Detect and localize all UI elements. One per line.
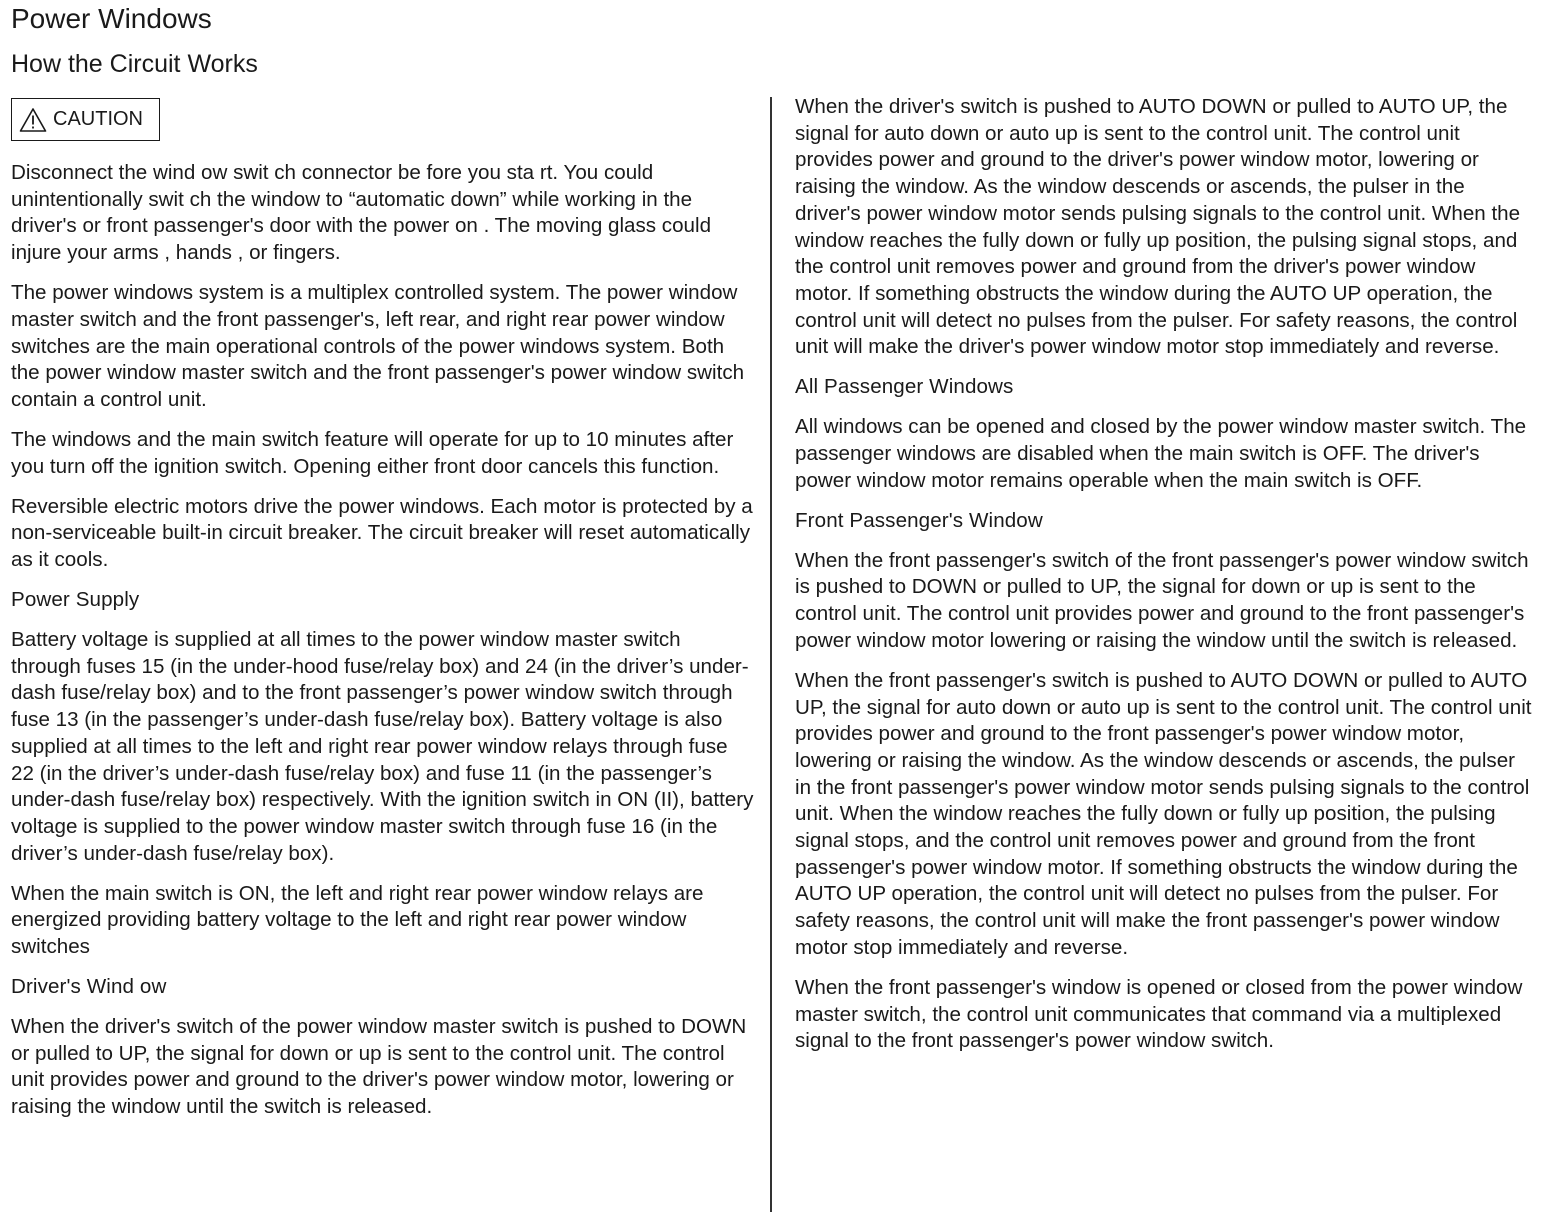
paragraph: When the front passenger's window is opened or closed from the power window master switch, the control unit communicates that command via a multiplexed signal to the front passenger's power window switch. xyxy=(795,975,1523,1053)
paragraph: Battery voltage is supplied at all times to the power window master switch through fuses 15 (in the under-hood fuse/relay box) and 24 (in the driver’s under-dash fuse/relay box) and to the front passenger’s power window switch through fuse 13 (in the passenger’s under-dash fuse/relay box). Battery voltage is also supplied at all times to the left and right rear power window relays through fuse 22 (in the driver’s under-dash fuse/relay box) and fuse 11 (in the passenger’s under-dash fuse/relay box) respectively. With the ignition switch in ON (II), battery voltage is supplied to the power window master switch through fuse 16 (in the driver’s under-dash fuse/relay box). xyxy=(11,628,754,865)
caution-box xyxy=(11,98,160,141)
right-column xyxy=(795,94,1535,1068)
paragraph: When the front passenger's switch of the front passenger's power window switch is pushed to DOWN or pulled to UP, the signal for down or up is sent to the control unit. The control unit provides power and ground to the front passenger's power window motor lowering or raising the window until the switch is released. xyxy=(795,548,1529,652)
section-heading: Power Supply xyxy=(11,588,140,612)
paragraph: All windows can be opened and closed by the power window master switch. The passenger windows are disabled when the main switch is OFF. The driver's power window motor remains operable when the main switch is OFF. xyxy=(795,415,1527,492)
paragraph: Reversible electric motors drive the power windows. Each motor is protected by a non-serviceable built-in circuit breaker. The circuit breaker will reset automatically as it cools. xyxy=(11,494,753,572)
section-title: How the Circuit Works xyxy=(11,50,258,78)
section-heading: All Passenger Windows xyxy=(795,375,1014,399)
paragraph: When the main switch is ON, the left and right rear power window relays are energized providing battery voltage to the left and right rear power window switches xyxy=(11,881,704,959)
paragraph: When the driver's switch is pushed to AUTO DOWN or pulled to AUTO UP, the signal for auto down or auto up is sent to the control unit. The control unit provides power and ground to the driver's power window motor, lowering or raising the window. As the window descends or ascends, the pulser in the driver's power window motor sends pulsing signals to the control unit. When the window reaches the fully down or fully up position, the pulsing signal stops, and the control unit removes power and ground from the driver's power window motor. If something obstructs the window during the AUTO UP operation, the control unit will detect no pulses from the pulser. For safety reasons, the control unit will make the driver's power window motor stop immediately and reverse. xyxy=(795,95,1521,359)
warning-triangle-icon xyxy=(19,107,47,133)
column-divider xyxy=(770,97,772,1212)
page-title: Power Windows xyxy=(11,3,212,34)
paragraph: When the driver's switch of the power window master switch is pushed to DOWN or pulled to UP, the signal for down or up is sent to the control unit. The control unit provides power and ground to the driver's power window motor, lowering or raising the window until the switch is released. xyxy=(11,1015,747,1119)
paragraph: The windows and the main switch feature will operate for up to 10 minutes after you turn off the ignition switch. Opening either front door cancels this function. xyxy=(11,427,734,478)
caution-paragraph: Disconnect the wind ow swit ch connector be fore you sta rt. You could unintentionally swit ch the window to “automatic down” while working in the driver's or front passenger's door with the power on . The moving glass could injure your arms , hands , or fingers. xyxy=(11,161,712,265)
paragraph: The power windows system is a multiplex controlled system. The power window master switch and the front passenger's, left rear, and right rear power window switches are the main operational controls of the power windows system. Both the power window master switch and the front passenger's power window switch contain a control unit. xyxy=(11,281,745,411)
left-column xyxy=(11,160,756,1134)
paragraph: When the front passenger's switch is pushed to AUTO DOWN or pulled to AUTO UP, the signal for auto down or auto up is sent to the control unit. The control unit provides power and ground to the front passenger's power window motor, lowering or raising the window. As the window descends or ascends, the pulser in the front passenger's power window motor sends pulsing signals to the control unit. When the window reaches the fully down or fully up position, the pulsing signal stops, and the control unit removes power and ground from the front passenger's power window motor. If something obstructs the window during the AUTO UP operation, the control unit will detect no pulses from the pulser. For safety reasons, the control unit will make the front passenger's power window motor stop immediately and reverse. xyxy=(795,668,1532,959)
section-heading: Front Passenger's Window xyxy=(795,508,1043,532)
caution-label: CAUTION xyxy=(53,108,143,130)
section-heading: Driver's Wind ow xyxy=(11,975,167,999)
